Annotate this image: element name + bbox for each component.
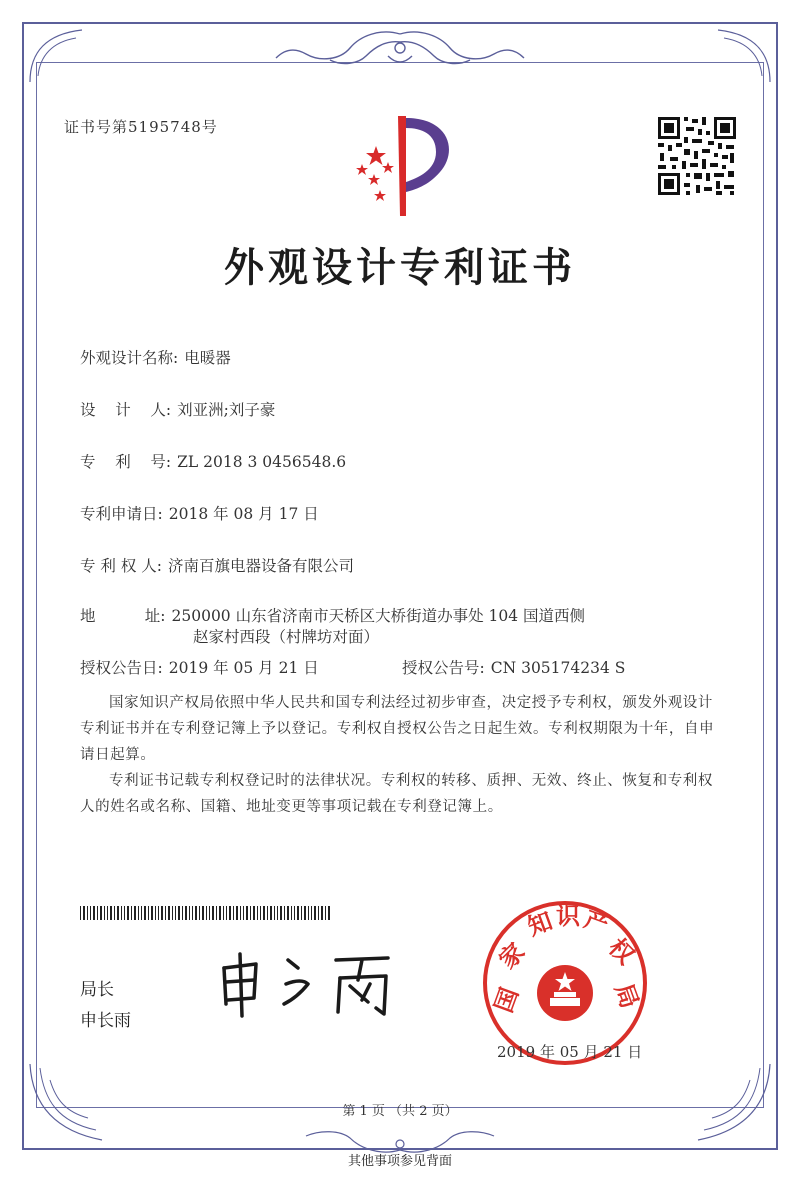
patentee-row xyxy=(80,554,354,576)
grant-number-value: CN 305174234 S xyxy=(490,659,626,677)
grant-date-value: 2019 年 05 月 21 日 xyxy=(168,659,319,677)
design-name-row xyxy=(80,346,231,368)
address-row xyxy=(80,604,585,626)
director-title: 局长 xyxy=(80,980,114,1000)
grant-number-label: 授权公告号: xyxy=(402,659,485,677)
patentee-label: 专 利 权 人: xyxy=(80,557,163,575)
seal-date: 2019 年 05 月 21 日 xyxy=(497,1043,643,1061)
grant-number-row xyxy=(402,656,625,678)
corner-ornament-tl xyxy=(26,26,86,86)
qr-code xyxy=(656,115,738,197)
svg-text:局: 局 xyxy=(609,979,644,1012)
address-line1: 250000 山东省济南市天桥区大桥街道办事处 104 国道西侧 xyxy=(171,607,586,625)
svg-text:知: 知 xyxy=(523,906,557,942)
director-signature xyxy=(212,950,402,1020)
footer-note: 其他事项参见背面 xyxy=(347,1154,452,1169)
certificate-number: 证书号第5195748号 xyxy=(64,118,218,136)
grant-date-row xyxy=(80,656,319,678)
address-line2: 赵家村西段（村牌坊对面） xyxy=(193,628,380,646)
patentee-value: 济南百旗电器设备有限公司 xyxy=(168,557,355,575)
legal-paragraph-1: 国家知识产权局依照中华人民共和国专利法经过初步审查，决定授予专利权，颁发外观设计专利证书并在专利登记簿上予以登记。专利权自授权公告之日起生效。专利权期限为十年，自申请日起算。 xyxy=(80,695,715,763)
svg-text:家: 家 xyxy=(493,937,531,975)
address-label: 地 址: xyxy=(80,607,166,625)
design-name-value: 电暖器 xyxy=(184,349,231,367)
patent-office-logo xyxy=(340,112,470,222)
patent-number-label: 专 利 号: xyxy=(80,453,172,471)
designer-label: 设 计 人: xyxy=(80,401,172,419)
application-date-label: 专利申请日: xyxy=(80,505,163,523)
grant-date-label: 授权公告日: xyxy=(80,659,163,677)
designer-row xyxy=(80,398,275,420)
director-name: 申长雨 xyxy=(80,1011,131,1031)
designer-value: 刘亚洲;刘子豪 xyxy=(177,401,276,419)
corner-ornament-tr xyxy=(714,26,774,86)
svg-text:国: 国 xyxy=(489,984,524,1017)
patent-number-row xyxy=(80,450,346,472)
barcode xyxy=(80,906,332,920)
application-date-value: 2018 年 08 月 17 日 xyxy=(168,505,319,523)
svg-text:产: 产 xyxy=(580,904,613,940)
svg-text:识: 识 xyxy=(556,902,580,930)
application-date-row xyxy=(80,502,319,524)
svg-text:权: 权 xyxy=(603,933,640,970)
top-ornament xyxy=(270,26,530,72)
page-number: 第 1 页 （共 2 页） xyxy=(342,1104,458,1119)
legal-paragraph-2: 专利证书记载专利权登记时的法律状况。专利权的转移、质押、无效、终止、恢复和专利权人的姓名或名称、国籍、地址变更等事项记载在专利登记簿上。 xyxy=(80,773,713,815)
patent-number-value: ZL 2018 3 0456548.6 xyxy=(177,453,347,471)
design-name-label: 外观设计名称: xyxy=(80,349,179,367)
certificate-title: 外观设计专利证书 xyxy=(224,244,576,291)
